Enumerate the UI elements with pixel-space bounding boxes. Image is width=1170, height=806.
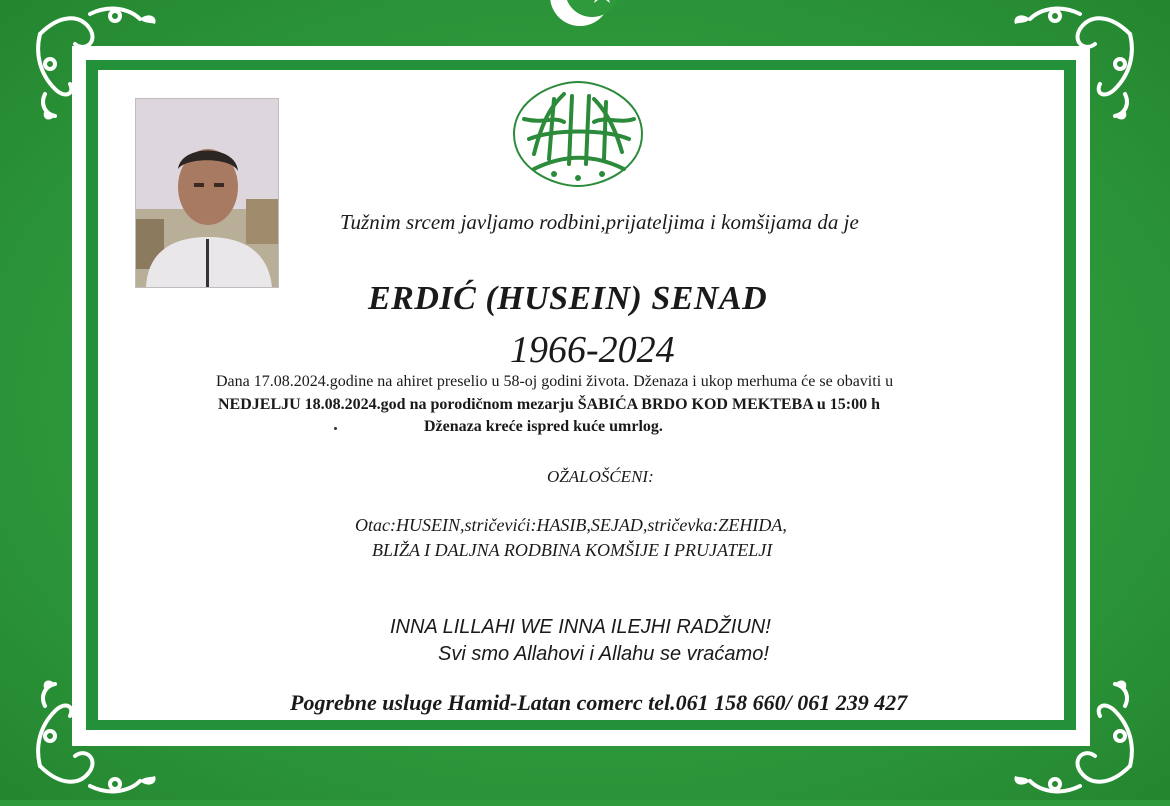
deceased-name: ERDIĆ (HUSEIN) SENAD <box>368 280 768 317</box>
speck <box>334 427 337 430</box>
funeral-details-line-3: Dženaza kreće ispred kuće umrlog. <box>424 418 663 435</box>
deceased-photo <box>135 98 279 288</box>
life-years: 1966-2024 <box>510 329 675 371</box>
crescent-star-icon <box>540 0 630 38</box>
arabic-calligraphy-icon <box>494 74 662 194</box>
funeral-details-line-1: Dana 17.08.2024.godine na ahiret preselio u 58-oj godini života. Dženaza i ukop merhuma će se obaviti u <box>216 373 894 390</box>
prayer-line-2: Svi smo Allahovi i Allahu se vraćamo! <box>438 643 769 665</box>
intro-text: Tužnim srcem javljamo rodbini,prijateljima i komšijama da je <box>340 210 859 234</box>
funeral-service-footer: Pogrebne usluge Hamid-Latan comerc tel.061 158 660/ 061 239 427 <box>290 690 908 715</box>
mourners-line-1: Otac:HUSEIN,stričevići:HASIB,SEJAD,stričevka:ZEHIDA, <box>355 515 787 535</box>
prayer-line-1: INNA LILLAHI WE INNA ILEJHI RADŽIUN! <box>390 616 771 638</box>
funeral-details-line-2: NEDJELJU 18.08.2024.god na porodičnom mezarju ŠABIĆA BRDO KOD MEKTEBA u 15:00 h <box>218 396 880 413</box>
mourners-heading: OŽALOŠĆENI: <box>547 467 654 486</box>
mourners-line-2: BLIŽA I DALJNA RODBINA KOMŠIJE I PRUJATELJI <box>372 540 773 560</box>
